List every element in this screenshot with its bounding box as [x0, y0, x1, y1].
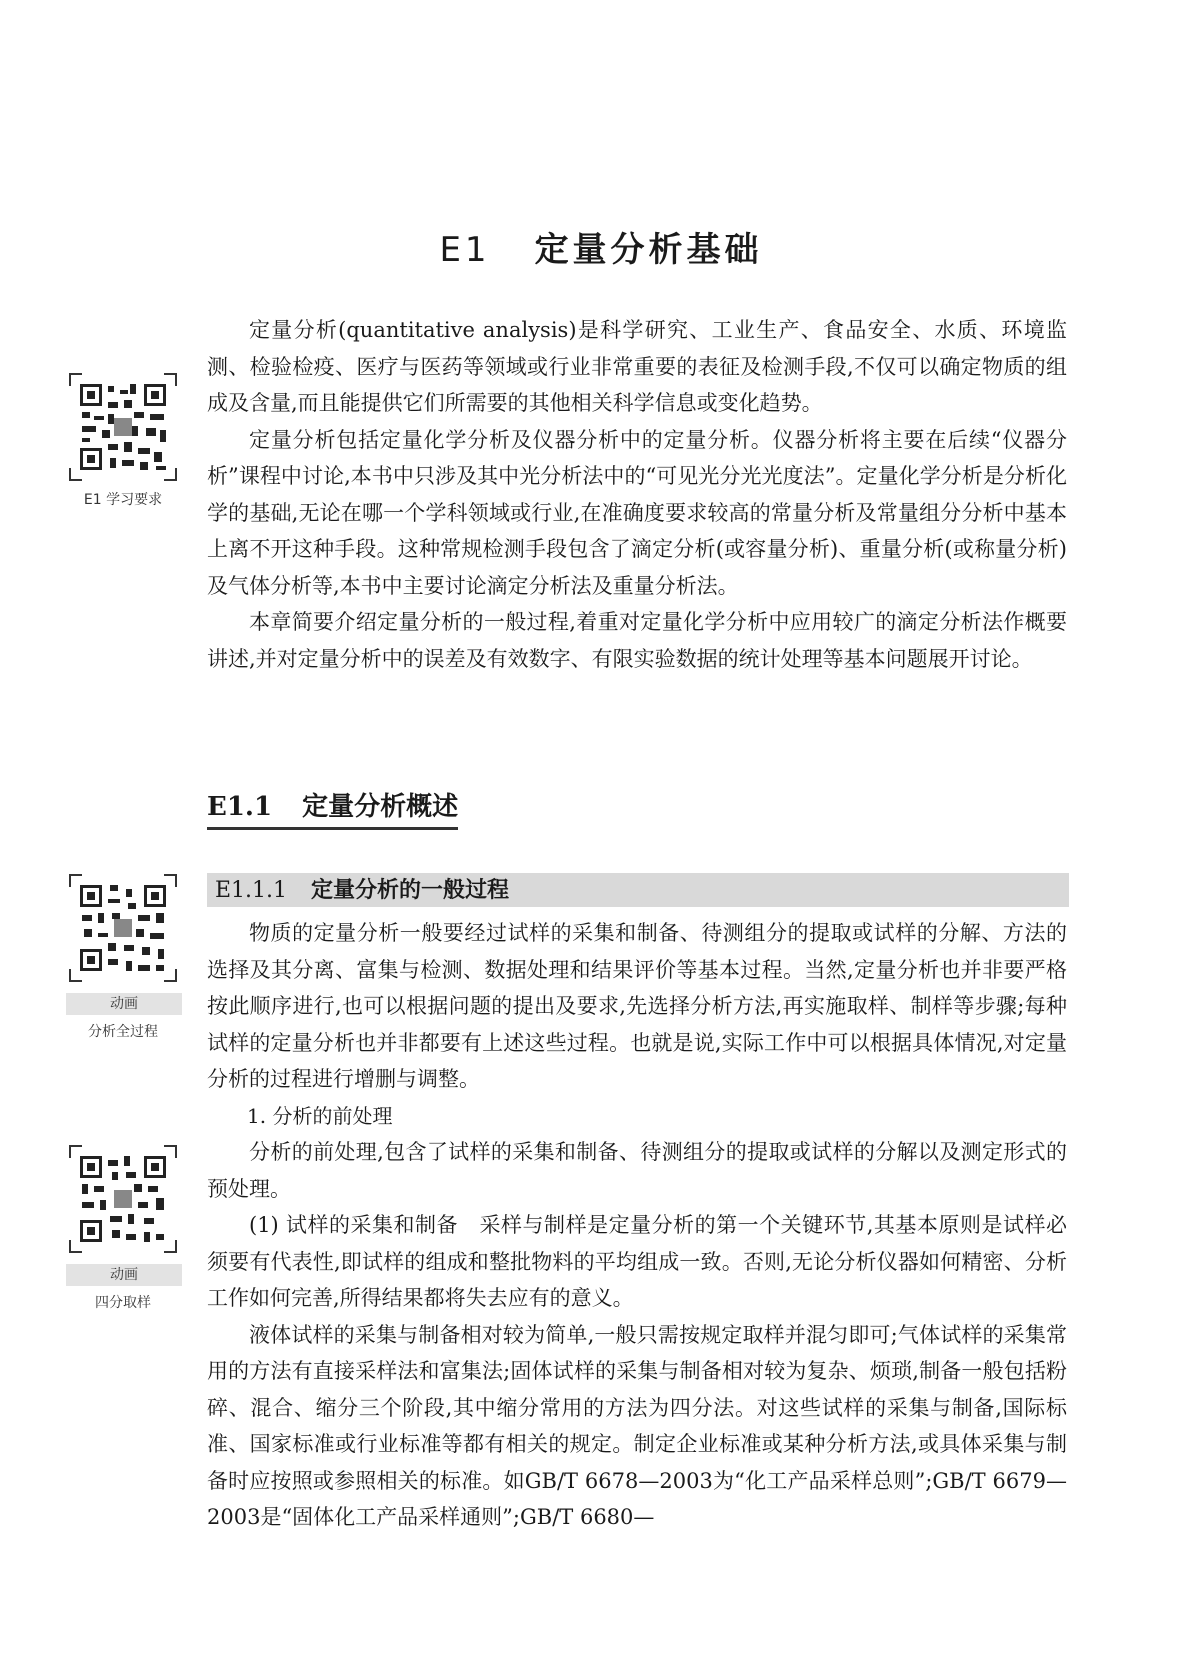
qr-caption-quartering: 四分取样: [95, 1295, 151, 1311]
section-title-text: 定量分析概述: [302, 792, 459, 822]
qr-tag-animation: 动画: [66, 993, 182, 1015]
subsection-number: E1.1.1: [215, 878, 288, 903]
list-heading: 1. 分析的前处理: [247, 1103, 393, 1128]
chapter-title: [0, 222, 1202, 271]
intro-text: [207, 312, 1067, 677]
intro-paragraph: 定量分析包括定量化学分析及仪器分析中的定量分析。仪器分析将主要在后续“仪器分析”课程中讨论,本书中只涉及其中光分析法中的“可见光分光光度法”。定量化学分析是分析化学的基础,无论在哪一个学科领域或行业,在准确度要求较高的常量分析及常量组分分析中基本上离不开这种手段。这种常规检测手段包含了滴定分析(或容量分析)、重量分析(或称量分析)及气体分析等,本书中主要讨论滴定分析法及重量分析法。: [207, 427, 1067, 598]
qr-code-icon[interactable]: [68, 873, 178, 983]
subsection-title-text: 定量分析的一般过程: [311, 877, 510, 903]
body-paragraph: (1) 试样的采集和制备 采样与制样是定量分析的第一个关键环节,其基本原则是试样必须要有代表性,即试样的组成和整批物料的平均组成一致。否则,无论分析仪器如何精密、分析工作如何完善,所得结果都将失去应有的意义。: [207, 1213, 1067, 1310]
qr-tag-animation: 动画: [66, 1264, 182, 1286]
qr-code-icon[interactable]: [68, 372, 178, 482]
qr-caption-study: E1 学习要求: [83, 492, 163, 508]
chapter-title-text: 定量分析基础: [534, 230, 763, 270]
section-number: E1.1: [207, 792, 273, 822]
body-paragraph: 分析的前处理,包含了试样的采集和制备、待测组分的提取或试样的分解以及测定形式的预处理。: [207, 1140, 1067, 1201]
section-title: [207, 786, 458, 830]
qr-caption-process: 分析全过程: [88, 1024, 158, 1040]
intro-paragraph: 定量分析(quantitative analysis)是科学研究、工业生产、食品安全、水质、环境监测、检验检疫、医疗与医药等领域或行业非常重要的表征及检测手段,不仅可以确定物质的组成及含量,而且能提供它们所需要的其他相关科学信息或变化趋势。: [207, 318, 1067, 415]
body-paragraph: 物质的定量分析一般要经过试样的采集和制备、待测组分的提取或试样的分解、方法的选择及其分离、富集与检测、数据处理和结果评价等基本过程。当然,定量分析也并非要严格按此顺序进行,也可以根据问题的提出及要求,先选择分析方法,再实施取样、制样等步骤;每种试样的定量分析也并非都要有上述这些过程。也就是说,实际工作中可以根据具体情况,对定量分析的过程进行增删与调整。: [207, 921, 1067, 1091]
chapter-number: E1: [439, 230, 491, 270]
intro-paragraph: 本章简要介绍定量分析的一般过程,着重对定量化学分析中应用较广的滴定分析法作概要讲述,并对定量分析中的误差及有效数字、有限实验数据的统计处理等基本问题展开讨论。: [207, 610, 1067, 671]
body-paragraph: 液体试样的采集与制备相对较为简单,一般只需按规定取样并混匀即可;气体试样的采集常用的方法有直接采样法和富集法;固体试样的采集与制备相对较为复杂、烦琐,制备一般包括粉碎、混合、缩分三个阶段,其中缩分常用的方法为四分法。对这些试样的采集与制备,国际标准、国家标准或行业标准等都有相关的规定。制定企业标准或某种分析方法,或具体采集与制备时应按照或参照相关的标准。如GB/T 6678—2003为“化工产品采样总则”;GB/T 6679—2003是“固体化工产品采样通则”;GB/T 6680—: [207, 1322, 1067, 1529]
subsection-text: [207, 915, 1067, 1536]
subsection-title: [207, 873, 1069, 907]
qr-code-icon[interactable]: [68, 1144, 178, 1254]
